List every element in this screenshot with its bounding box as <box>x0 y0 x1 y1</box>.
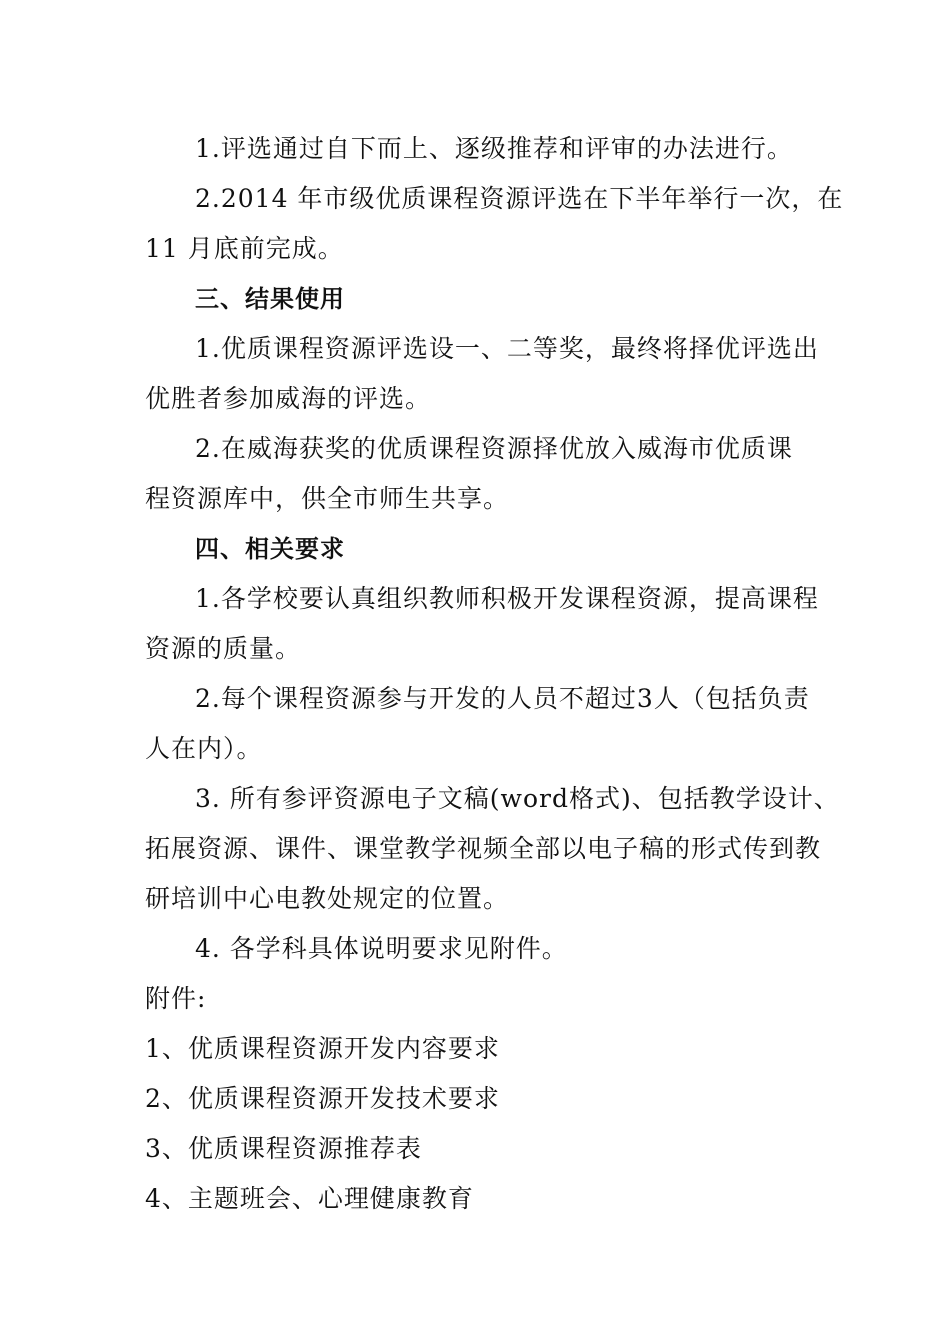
paragraph-line: 资源的质量。 <box>145 634 302 663</box>
paragraph-line: 1.优质课程资源评选设一、二等奖，最终将择优评选出 <box>195 334 819 363</box>
attachments-label: 附件: <box>145 984 207 1013</box>
section-heading: 三、结果使用 <box>195 285 345 313</box>
paragraph-line: 1.各学校要认真组织教师积极开发课程资源，提高课程 <box>195 584 819 613</box>
paragraph-line: 研培训中心电教处规定的位置。 <box>145 884 510 913</box>
attachment-item: 1、优质课程资源开发内容要求 <box>145 1034 500 1063</box>
attachment-item: 4、主题班会、心理健康教育 <box>145 1184 474 1213</box>
paragraph-line: 11 月底前完成。 <box>145 234 344 263</box>
paragraph-line: 2.每个课程资源参与开发的人员不超过3人（包括负责 <box>195 684 810 713</box>
paragraph-line: 1.评选通过自下而上、逐级推荐和评审的办法进行。 <box>195 134 793 163</box>
paragraph-line: 2.在威海获奖的优质课程资源择优放入威海市优质课 <box>195 434 793 463</box>
paragraph-line: 4. 各学科具体说明要求见附件。 <box>195 934 568 963</box>
paragraph-line: 程资源库中，供全市师生共享。 <box>145 484 510 513</box>
paragraph-line: 3. 所有参评资源电子文稿(word格式)、包括教学设计、 <box>195 784 840 813</box>
attachment-item: 3、优质课程资源推荐表 <box>145 1134 422 1163</box>
paragraph-line: 人在内）。 <box>145 734 263 763</box>
paragraph-line: 拓展资源、课件、课堂教学视频全部以电子稿的形式传到教 <box>145 834 822 863</box>
paragraph-line: 优胜者参加威海的评选。 <box>145 384 432 413</box>
paragraph-line: 2.2014 年市级优质课程资源评选在下半年举行一次，在 <box>195 184 844 213</box>
attachment-item: 2、优质课程资源开发技术要求 <box>145 1084 500 1113</box>
section-heading: 四、相关要求 <box>195 535 345 563</box>
